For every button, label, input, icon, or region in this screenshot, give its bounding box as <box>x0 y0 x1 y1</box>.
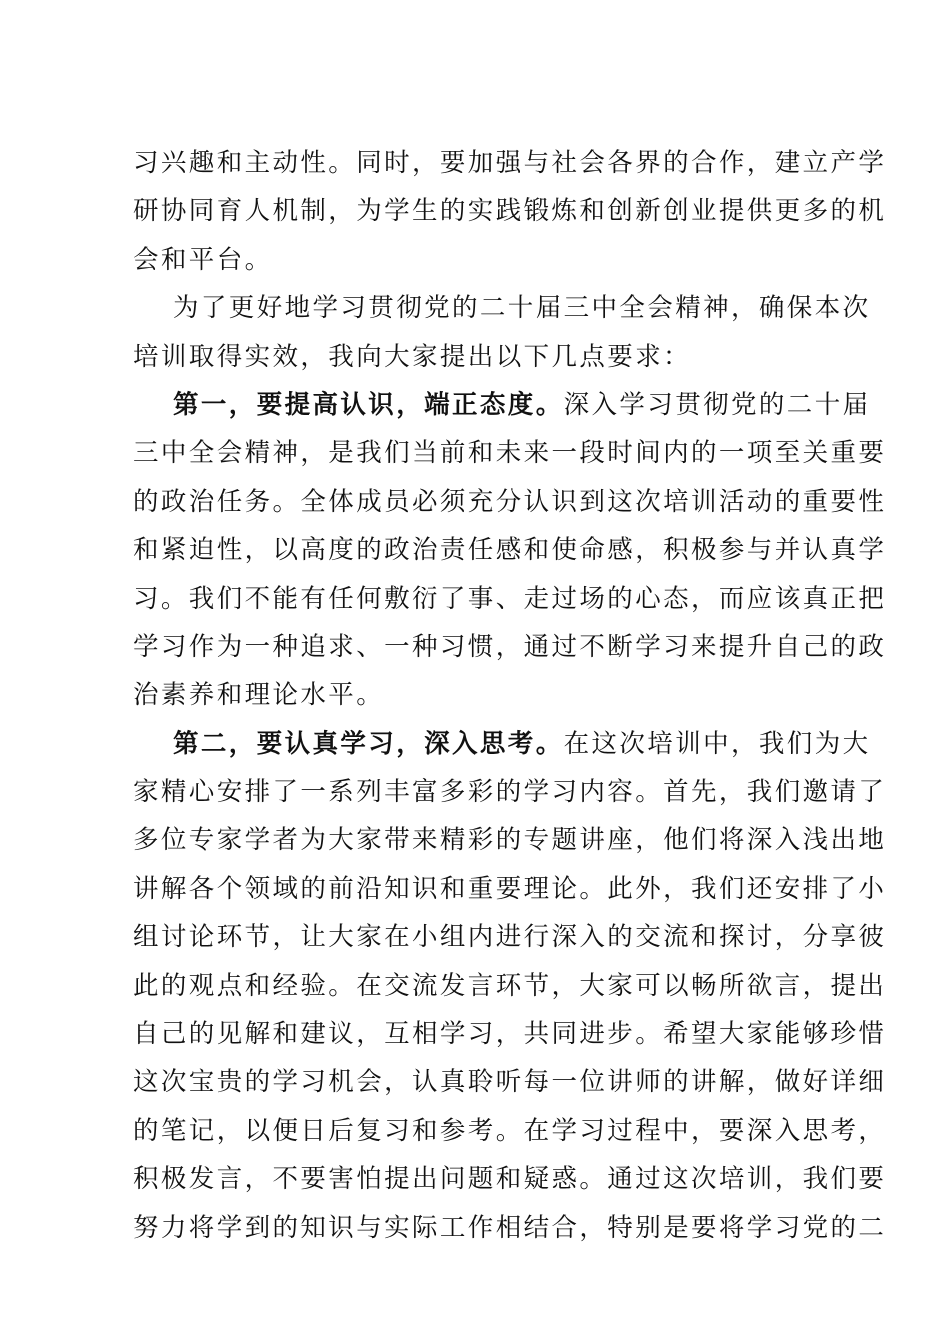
bold-heading-text: 第一，要提高认识，端正态度。 <box>173 389 564 420</box>
line-text: 深入学习贯彻党的二十届 <box>563 389 871 420</box>
text-line <box>133 236 823 284</box>
text-line <box>133 962 887 1010</box>
line-text: 三中全会精神，是我们当前和未来一段时间内的一项至关重要 <box>133 438 887 469</box>
text-line <box>133 1204 887 1252</box>
line-text: 讲解各个领域的前沿知识和重要理论。此外，我们还安排了小 <box>133 873 887 904</box>
line-text: 这次宝贵的学习机会，认真聆听每一位讲师的讲解，做好详细 <box>133 1067 887 1098</box>
text-line <box>133 333 823 381</box>
line-text: 习兴趣和主动性。同时，要加强与社会各界的合作，建立产学 <box>133 148 887 178</box>
text-line <box>133 1107 887 1155</box>
text-line <box>133 478 887 526</box>
line-text: 的政治任务。全体成员必须充分认识到这次培训活动的重要性 <box>133 486 887 517</box>
text-line <box>133 1010 887 1058</box>
line-text: 努力将学到的知识与实际工作相结合，特别是要将学习党的二 <box>133 1212 887 1243</box>
line-text: 多位专家学者为大家带来精彩的专题讲座，他们将深入浅出地 <box>133 825 887 856</box>
paragraph-first-line <box>133 381 871 429</box>
line-text: 和紧迫性，以高度的政治责任感和使命感，积极参与并认真学 <box>133 535 887 566</box>
line-text: 会和平台。 <box>133 244 273 275</box>
line-text: 习。我们不能有任何敷衍了事、走过场的心态，而应该真正把 <box>133 583 887 614</box>
text-line <box>133 913 887 961</box>
line-text: 积极发言，不要害怕提出问题和疑惑。通过这次培训，我们要 <box>133 1164 887 1195</box>
line-text: 组讨论环节，让大家在小组内进行深入的交流和探讨，分享彼 <box>133 922 887 953</box>
text-line <box>133 526 887 574</box>
line-text: 学习作为一种追求、一种习惯，通过不断学习来提升自己的政 <box>133 631 887 662</box>
text-line <box>133 865 887 913</box>
line-text: 为了更好地学习贯彻党的二十届三中全会精神，确保本次 <box>173 293 871 324</box>
line-text: 在这次培训中，我们为大 <box>563 728 871 759</box>
text-line <box>133 671 823 719</box>
text-line <box>133 429 887 477</box>
text-line <box>133 768 887 816</box>
bold-heading-text: 第二，要认真学习，深入思考。 <box>173 728 564 759</box>
text-line <box>133 575 887 623</box>
line-text: 的笔记，以便日后复习和参考。在学习过程中，要深入思考， <box>133 1115 887 1146</box>
paragraph-first-line <box>133 284 871 332</box>
line-text: 治素养和理论水平。 <box>133 680 385 711</box>
text-line <box>133 139 887 187</box>
text-line <box>133 1058 887 1106</box>
line-text: 此的观点和经验。在交流发言环节，大家可以畅所欲言，提出 <box>133 970 887 1001</box>
line-text: 培训取得实效，我向大家提出以下几点要求： <box>133 341 692 372</box>
line-text: 研协同育人机制，为学生的实践锻炼和创新创业提供更多的机 <box>133 196 887 227</box>
text-line <box>133 187 887 235</box>
line-text: 家精心安排了一系列丰富多彩的学习内容。首先，我们邀请了 <box>133 777 887 808</box>
text-line <box>133 1155 887 1203</box>
line-text: 自己的见解和建议，互相学习，共同进步。希望大家能够珍惜 <box>133 1019 887 1050</box>
paragraph-first-line <box>133 720 871 768</box>
text-line <box>133 816 887 864</box>
document-body <box>133 139 887 1252</box>
text-line <box>133 623 887 671</box>
